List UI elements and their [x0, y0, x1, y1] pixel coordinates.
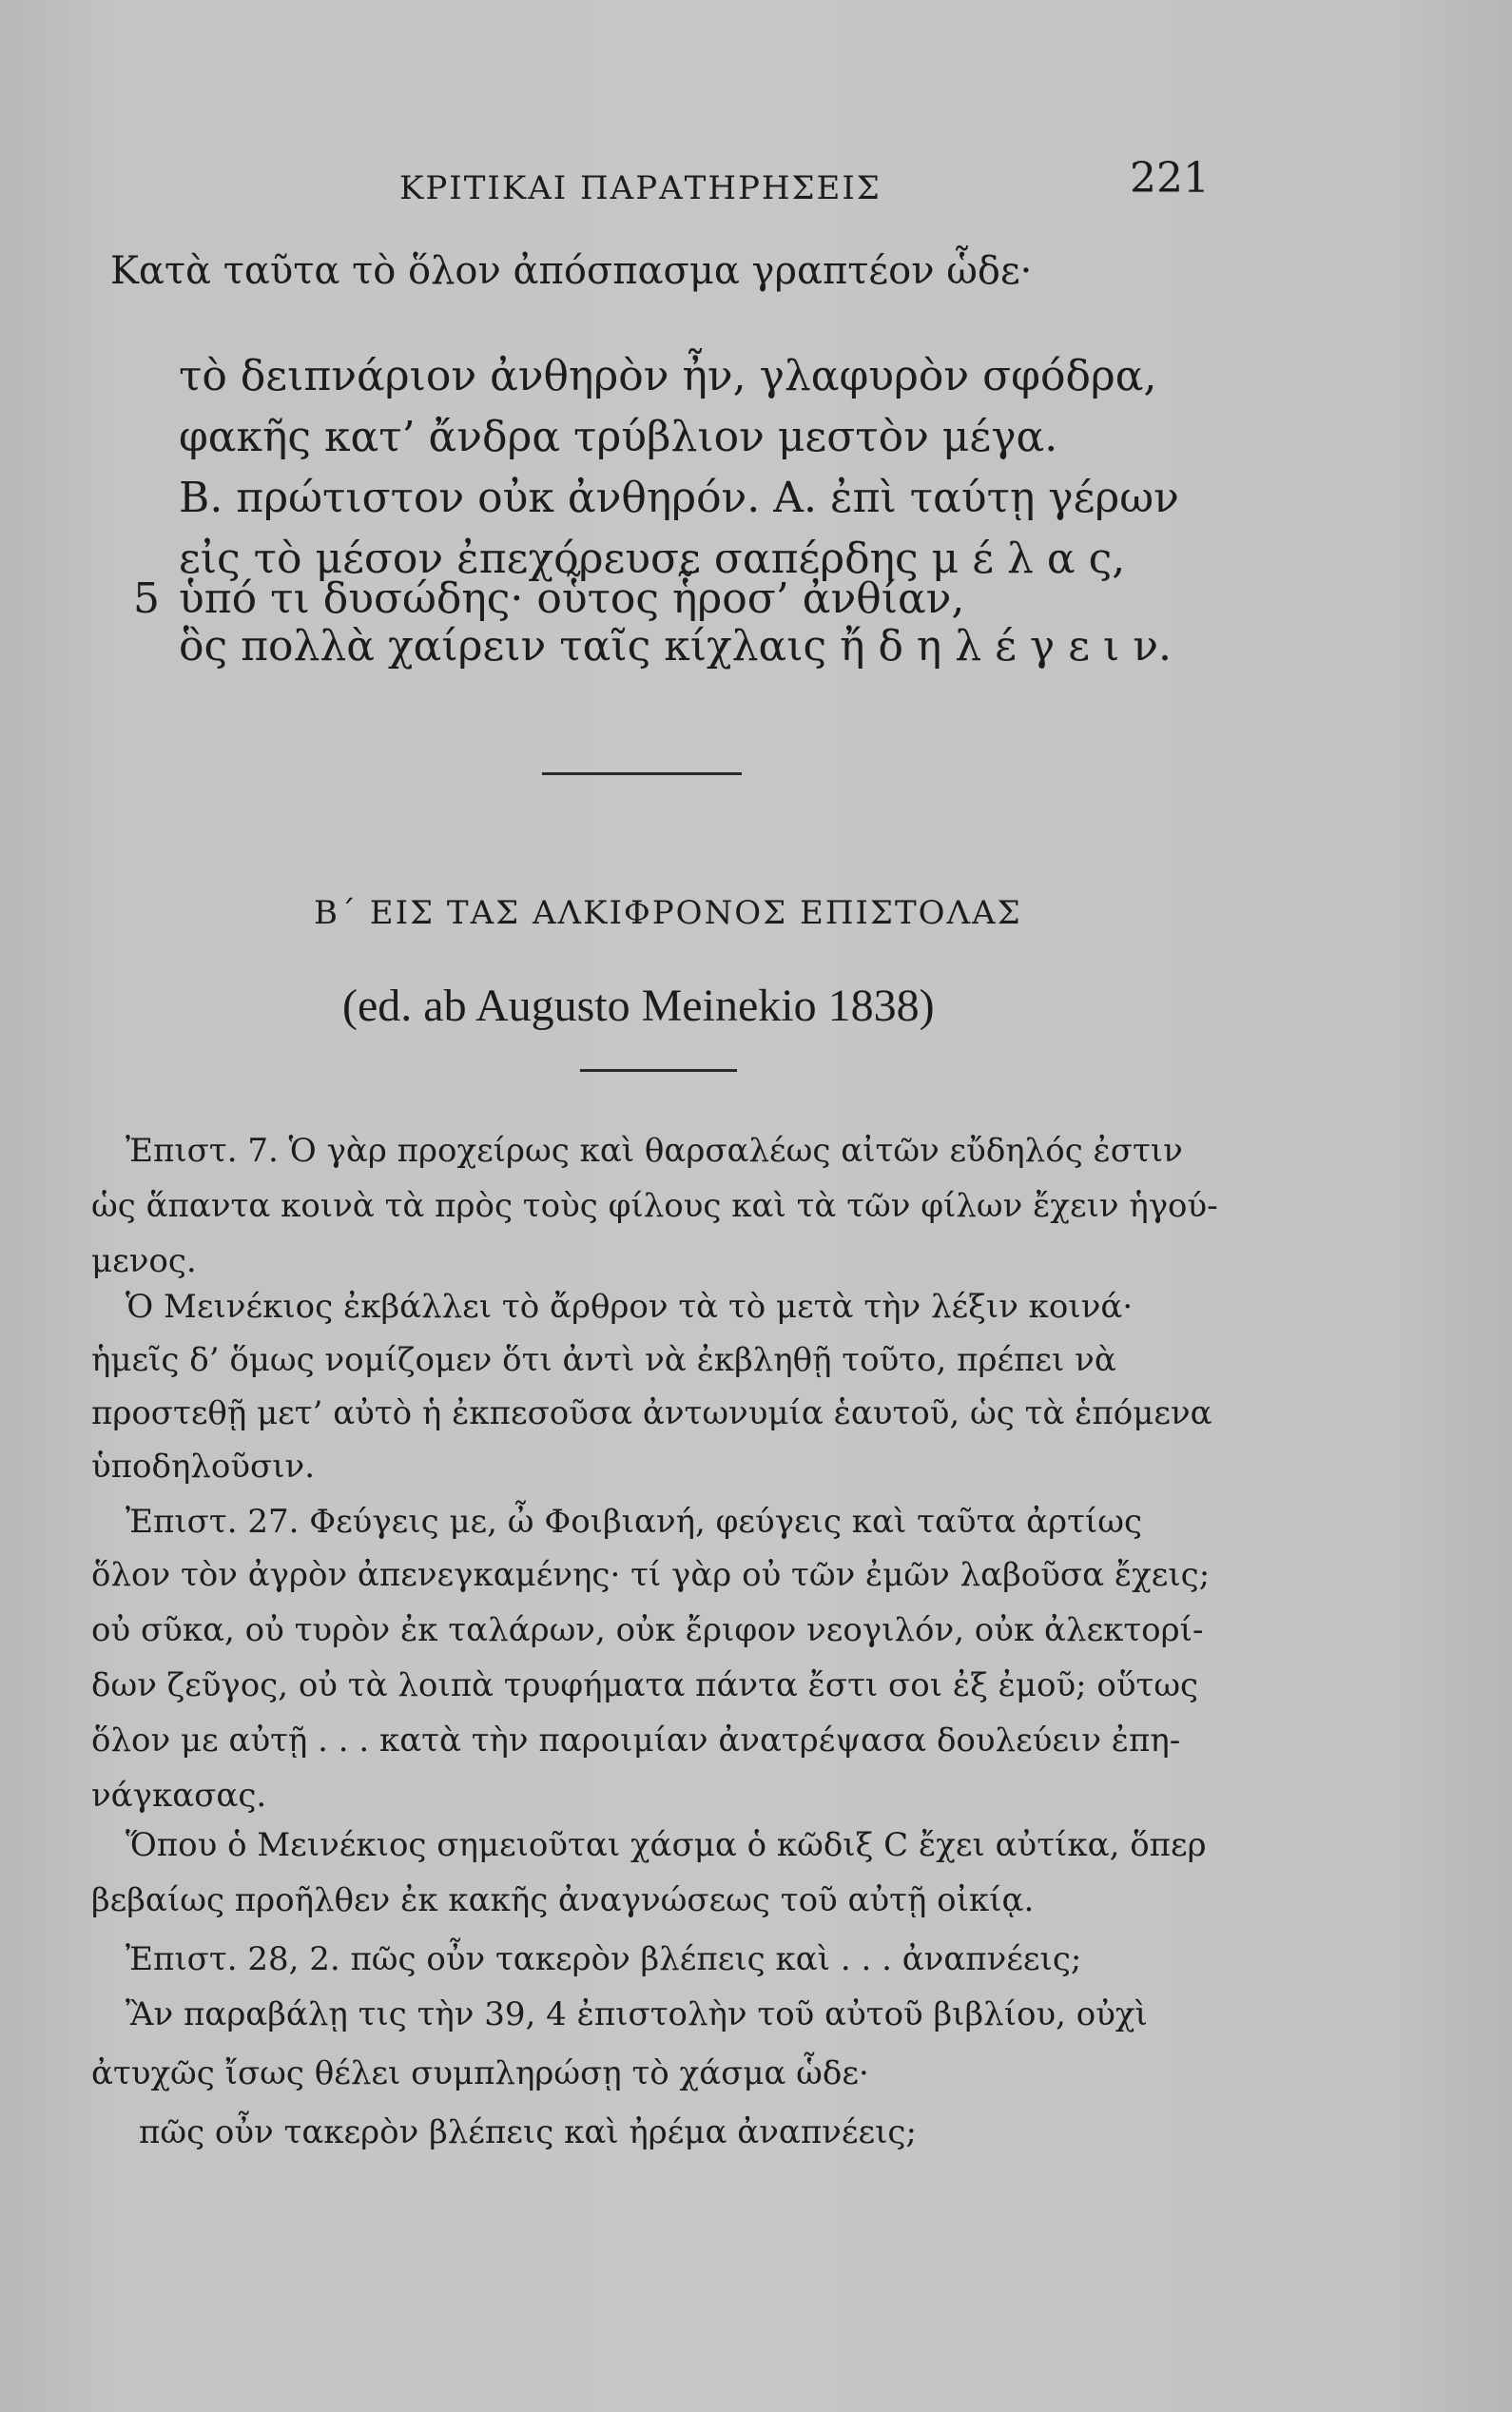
- text-line: οὐ σῦκα, οὐ τυρὸν ἐκ ταλάρων, οὐκ ἔριφον νεογιλόν, οὐκ ἀλεκτορί-: [91, 1611, 1204, 1649]
- text-line: Ἐπιστ. 28, 2. πῶς οὖν τακερὸν βλέπεις καὶ . . . ἀναπνέεις;: [126, 1940, 1082, 1978]
- text-line: νάγκασας.: [91, 1777, 267, 1815]
- text-line: δων ζεῦγος, οὐ τὰ λοιπὰ τρυφήματα πάντα ἔστι σοι ἐξ ἐμοῦ; οὕτως: [91, 1666, 1199, 1704]
- intro-line: Κατὰ ταῦτα τὸ ὅλον ἀπόσπασμα γραπτέον ὧδε·: [110, 249, 1033, 293]
- text-line: Ἐπιστ. 7. Ὁ γὰρ προχείρως καὶ θαρσαλέως αἰτῶν εὔδηλός ἐστιν: [126, 1132, 1183, 1170]
- text-line: ἀτυχῶς ἴσως θέλει συμπληρώσῃ τὸ χάσμα ὧδε·: [91, 2054, 869, 2092]
- text-line: Ὁ Μεινέκιος ἐκβάλλει τὸ ἄρθρον τὰ τὸ μετὰ τὴν λέξιν κοινά·: [126, 1288, 1134, 1326]
- verse-line-number: 5: [133, 574, 160, 623]
- text-line: προστεθῇ μετ’ αὐτὸ ἡ ἐκπεσοῦσα ἀντωνυμία ἑαυτοῦ, ὡς τὰ ἑπόμενα: [91, 1394, 1212, 1432]
- text-line: βεβαίως προῆλθεν ἐκ κακῆς ἀναγνώσεως τοῦ αὐτῇ οἰκίᾳ.: [91, 1881, 1035, 1919]
- verse-line: εἰς τὸ μέσον ἐπεχόρευσε σαπέρδης μ έ λ α ς,: [179, 535, 1126, 583]
- text-line: πῶς οὖν τακερὸν βλέπεις καὶ ἠρέμα ἀναπνέεις;: [139, 2113, 917, 2151]
- text-line: μενος.: [91, 1242, 197, 1280]
- section-divider: [580, 1069, 737, 1072]
- edition-note: (ed. ab Augusto Meinekio 1838): [342, 981, 935, 1031]
- text-line: ἡμεῖς δ’ ὅμως νομίζομεν ὅτι ἀντὶ νὰ ἐκβληθῇ τοῦτο, πρέπει νὰ: [91, 1341, 1116, 1379]
- verse-line: φακῆς κατ’ ἄνδρα τρύβλιον μεστὸν μέγα.: [179, 413, 1058, 461]
- text-line: ὅλον τὸν ἀγρὸν ἀπενεγκαμένης· τί γὰρ οὐ τῶν ἐμῶν λαβοῦσα ἔχεις;: [91, 1556, 1211, 1594]
- section-title: Β΄ ΕΙΣ ΤΑΣ ΑΛΚΙΦΡΟΝΟΣ ΕΠΙΣΤΟΛΑΣ: [314, 894, 1022, 932]
- section-divider: [542, 772, 742, 775]
- text-line: ὅλον με αὐτῇ . . . κατὰ τὴν παροιμίαν ἀνατρέψασα δουλεύειν ἐπη-: [91, 1721, 1181, 1760]
- verse-line: ὃς πολλὰ χαίρειν ταῖς κίχλαις ἤ δ η λ έ γ ε ι ν.: [179, 622, 1172, 671]
- page-number: 221: [1130, 154, 1210, 203]
- text-line: Ὅπου ὁ Μεινέκιος σημειοῦται χάσμα ὁ κῶδιξ C ἔχει αὐτίκα, ὅπερ: [126, 1826, 1207, 1864]
- text-line: ὡς ἅπαντα κοινὰ τὰ πρὸς τοὺς φίλους καὶ τὰ τῶν φίλων ἔχειν ἡγού-: [91, 1187, 1218, 1225]
- verse-line: ὑπό τι δυσώδης· οὗτος ἧροσ’ ἀνθίαν,: [179, 574, 965, 623]
- running-header: ΚΡΙΤΙΚΑΙ ΠΑΡΑΤΗΡΗΣΕΙΣ: [399, 169, 882, 207]
- text-line: Ἐπιστ. 27. Φεύγεις με, ὦ Φοιβιανή, φεύγεις καὶ ταῦτα ἀρτίως: [126, 1503, 1143, 1541]
- text-line: Ἂν παραβάλῃ τις τὴν 39, 4 ἐπιστολὴν τοῦ αὐτοῦ βιβλίου, οὐχὶ: [126, 1995, 1148, 2033]
- text-line: ὑποδηλοῦσιν.: [91, 1448, 316, 1486]
- verse-line: Β. πρώτιστον οὐκ ἀνθηρόν. Α. ἐπὶ ταύτῃ γέρων: [179, 474, 1179, 522]
- verse-line: τὸ δειπνάριον ἀνθηρὸν ἦν, γλαφυρὸν σφόδρα,: [179, 352, 1157, 400]
